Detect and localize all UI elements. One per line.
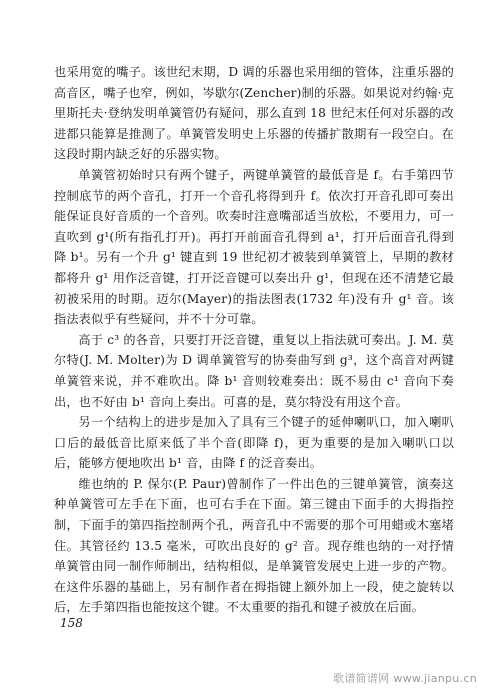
paragraph-2: 单簧管初始时只有两个键子，两键单簧管的最低音是 f。右手第四节控制底节的两个音孔，打开一个音孔将得到升 f。依次打开音孔即可奏出能保证良好音质的一个音列。吹奏时注意嘴部适当放松，不要用力，可一直吹到 g¹(所有指孔打开)。再打开前面音孔得到 a¹，打开后面音孔得到降 b¹。另有一个升 g¹ 键直到 19 世纪初才被装到单簧管上，早期的教材都将升 g¹ 用作泛音键，打开泛音键可以奏出升 g¹，但现在还不清楚它最初被采用的时期。迈尔(Mayer)的指法图表(1732 年)没有升 g¹ 音。该指法表似乎有些疑问，并不十分可靠。 (54, 167, 454, 327)
body-text (54, 62, 454, 618)
paragraph-1: 也采用宽的嘴子。该世纪末期，D 调的乐器也采用细的管体，注重乐器的高音区，嘴子也窄，例如，岑歇尔(Zencher)制的乐器。如果说对约翰·克里斯托夫·登纳发明单簧管仍有疑问，那么直到 18 世纪末任何对乐器的改进都只能算是推测了。单簧管发明史上乐器的传播扩散期有一段空白。在这段时期内缺乏好的乐器实物。 (54, 65, 454, 162)
paragraph-5: 维也纳的 P. 保尔(P. Paur)曾制作了一件出色的三键单簧管，演奏这种单簧管可左手在下面，也可右手在下面。第三键由下面手的大拇指控制，下面手的第四指控制两个孔，两音孔中不需要的那个可用蜡或木塞堵住。其管径约 13.5 毫米，可吹出良好的 g² 音。现存维也纳的一对抒情单簧管由同一制作师制出，结构相似，是单簧管发展史上进一步的产物。在这件乐器的基础上，另有制作者在拇指键上额外加上一段，使之旋转以后，左手第四指也能按这个键。不太重要的指孔和键子被放在后面。 (54, 476, 454, 615)
watermark: 歌谱简谱网 www.jianpu.cn (333, 672, 477, 685)
page-number: 158 (60, 616, 83, 630)
paragraph-3: 高于 c³ 的各音，只要打开泛音键，重复以上指法就可奏出。J. M. 莫尔特(J. M. Molter)为 D 调单簧管写的协奏曲写到 g³，这个高音对两键单簧管来说，并不难吹出。降 b¹ 音则较难奏出：既不易由 c¹ 音向下奏出，也不好由 b¹ 音向上奏出。可喜的是，莫尔特没有用这个音。 (54, 332, 454, 409)
paragraph-4: 另一个结构上的进步是加入了具有三个键子的延伸喇叭口，加入喇叭口后的最低音比原来低了半个音(即降 f)，更为重要的是加入喇叭口以后，能够方便地吹出 b¹ 音，由降 f 的泛音奏出。 (54, 415, 454, 471)
